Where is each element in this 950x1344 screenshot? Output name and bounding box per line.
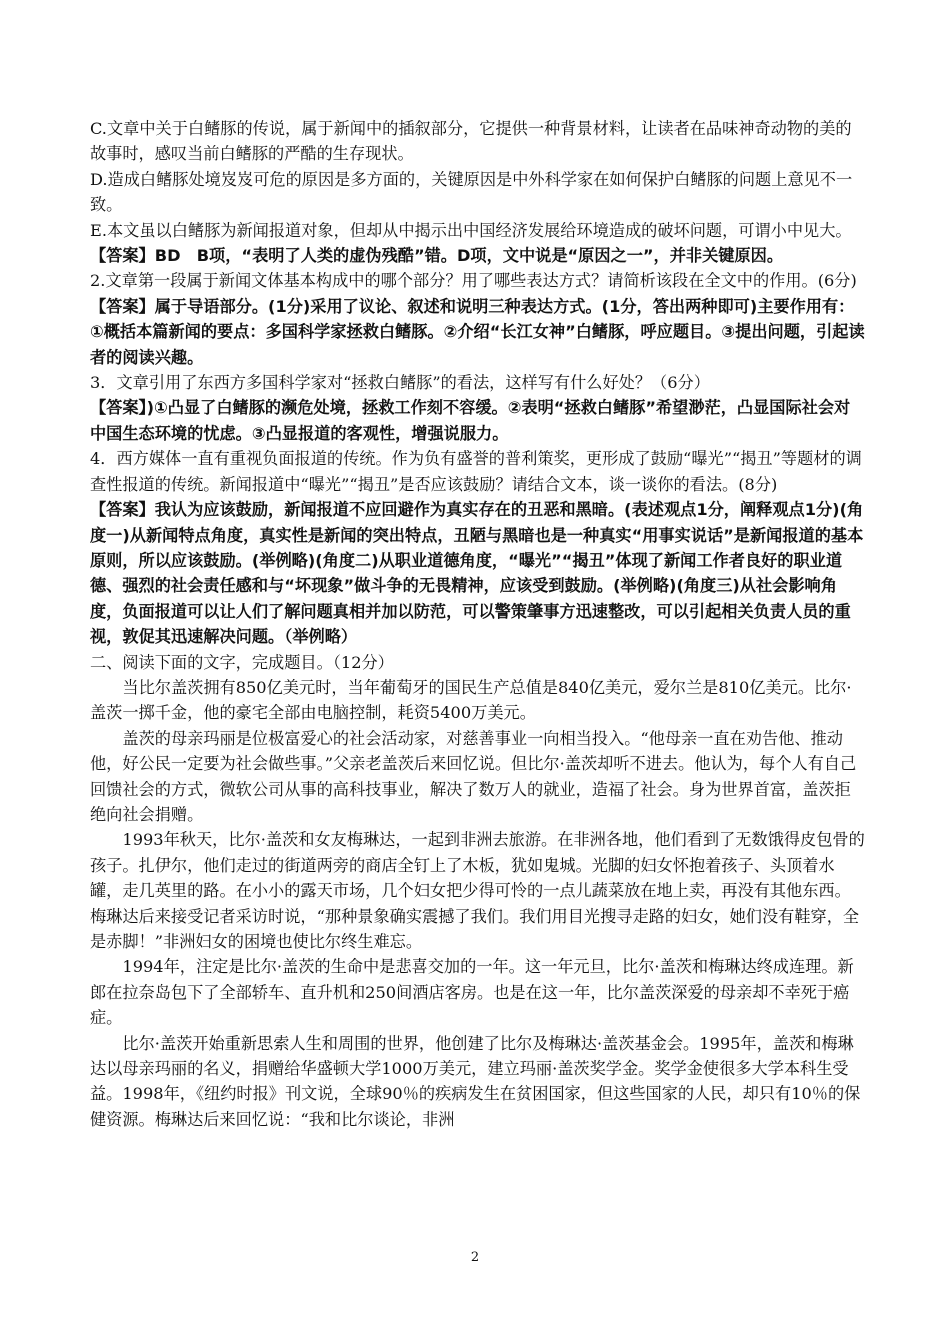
- section-2-heading: 二、阅读下面的文字，完成题目。（12分）: [90, 652, 394, 672]
- answer-4: 【答案】我认为应该鼓励，新闻报道不应回避作为真实存在的丑恶和黑暗。(表述观点1分，阐释观点1分)(角度一)从新闻特点角度，真实性是新闻的突出特点，丑陋与黑暗也是一种真实“用事实说话”是新闻报道的基本原则，所以应该鼓励。(举例略)(角度二)从职业道德角度，“曝光”“揭丑”体现了新闻工作者良好的职业道德、强烈的社会责任感和与“坏现象”做斗争的无畏精神，应该受到鼓励。(举例略)(角度三)从社会影响角度，负面报道可以让人们了解问题真相并加以防范，可以警策肇事方迅速整改，可以引起相关负责人员的重视，敦促其迅速解决问题。（举例略）: [90, 500, 864, 647]
- answer-3: 【答案】)①凸显了白鳍豚的濒危处境，拯救工作刻不容缓。②表明“拯救白鳍豚”希望渺茫，凸显国际社会对中国生态环境的忧虑。③凸显报道的客观性，增强说服力。: [90, 398, 851, 443]
- passage-paragraph-2: 盖茨的母亲玛丽是位极富爱心的社会活动家，对慈善事业一向相当投入。“他母亲一直在劝告他、推动他，好公民一定要为社会做些事。”父亲老盖茨后来回忆说。但比尔·盖茨却听不进去。他认为，每个人有自己回馈社会的方式，微软公司从事的高科技事业，解决了数万人的就业，造福了社会。身为世界首富，盖茨拒绝向社会捐赠。: [90, 728, 857, 824]
- option-c: C.文章中关于白鳍豚的传说，属于新闻中的插叙部分，它提供一种背景材料，让读者在品味神奇动物的美的故事时，感叹当前白鳍豚的严酷的生存现状。: [90, 119, 852, 164]
- passage-paragraph-3: 1993年秋天，比尔·盖茨和女友梅琳达，一起到非洲去旅游。在非洲各地，他们看到了无数饿得皮包骨的孩子。扎伊尔，他们走过的街道两旁的商店全钉上了木板，犹如鬼城。光脚的妇女怀抱着孩子、头顶着水罐，走几英里的路。在小小的露天市场，几个妇女把少得可怜的一点儿蔬菜放在地上卖，再没有其他东西。梅琳达后来接受记者采访时说，“那种景象确实震撼了我们。我们用目光搜寻走路的妇女，她们没有鞋穿，全是赤脚！”非洲妇女的困境也使比尔终生难忘。: [90, 830, 865, 951]
- answer-1: 【答案】BD B项，“表明了人类的虚伪残酷”错。D项，文中说是“原因之一”，并非关键原因。: [90, 246, 784, 266]
- answer-2: 【答案】属于导语部分。(1分)采用了议论、叙述和说明三种表达方式。(1分，答出两种即可)主要作用有：①概括本篇新闻的要点：多国科学家拯救白鳍豚。②介绍“长江女神”白鳍豚，呼应题目。③提出问题，引起读者的阅读兴趣。: [90, 296, 865, 367]
- question-2: 2.文章第一段属于新闻文体基本构成中的哪个部分？用了哪些表达方式？请简析该段在全文中的作用。(6分): [90, 271, 857, 291]
- passage-paragraph-4: 1994年，注定是比尔·盖茨的生命中是悲喜交加的一年。这一年元旦，比尔·盖茨和梅琳达终成连理。新郎在拉奈岛包下了全部轿车、直升机和250间酒店客房。也是在这一年，比尔盖茨深爱的母亲却不幸死于癌症。: [90, 957, 854, 1028]
- option-e: E.本文虽以白鳍豚为新闻报道对象，但却从中揭示出中国经济发展给环境造成的破坏问题，可谓小中见大。: [90, 220, 852, 240]
- passage-paragraph-5: 比尔·盖茨开始重新思索人生和周围的世界，他创建了比尔及梅琳达·盖茨基金会。1995年，盖茨和梅琳达以母亲玛丽的名义，捐赠给华盛顿大学1000万美元，建立玛丽·盖茨奖学金。奖学金使很多大学本科生受益。1998年，《纽约时报》刊文说，全球90％的疾病发生在贫困国家，但这些国家的人民，却只有10％的保健资源。梅琳达后来回忆说：“我和比尔谈论，非洲: [90, 1033, 861, 1129]
- passage-paragraph-1: 当比尔盖茨拥有850亿美元时，当年葡萄牙的国民生产总值是840亿美元，爱尔兰是810亿美元。比尔·盖茨一掷千金，他的豪宅全部由电脑控制，耗资5400万美元。: [90, 677, 852, 723]
- question-3: 3．文章引用了东西方多国科学家对“拯救白鳍豚”的看法，这样写有什么好处？（6分）: [90, 373, 710, 393]
- page-number: 2: [470, 1250, 480, 1265]
- option-d: D.造成白鳍豚处境岌岌可危的原因是多方面的，关键原因是中外科学家在如何保护白鳍豚的问题上意见不一致。: [90, 169, 853, 215]
- document-body: [90, 116, 865, 1132]
- question-4: 4．西方媒体一直有重视负面报道的传统。作为负有盛誉的普利策奖，更形成了鼓励“曝光”“揭丑”等题材的调查性报道的传统。新闻报道中“曝光”“揭丑”是否应该鼓励？请结合文本，谈一谈你的看法。(8分): [90, 449, 862, 494]
